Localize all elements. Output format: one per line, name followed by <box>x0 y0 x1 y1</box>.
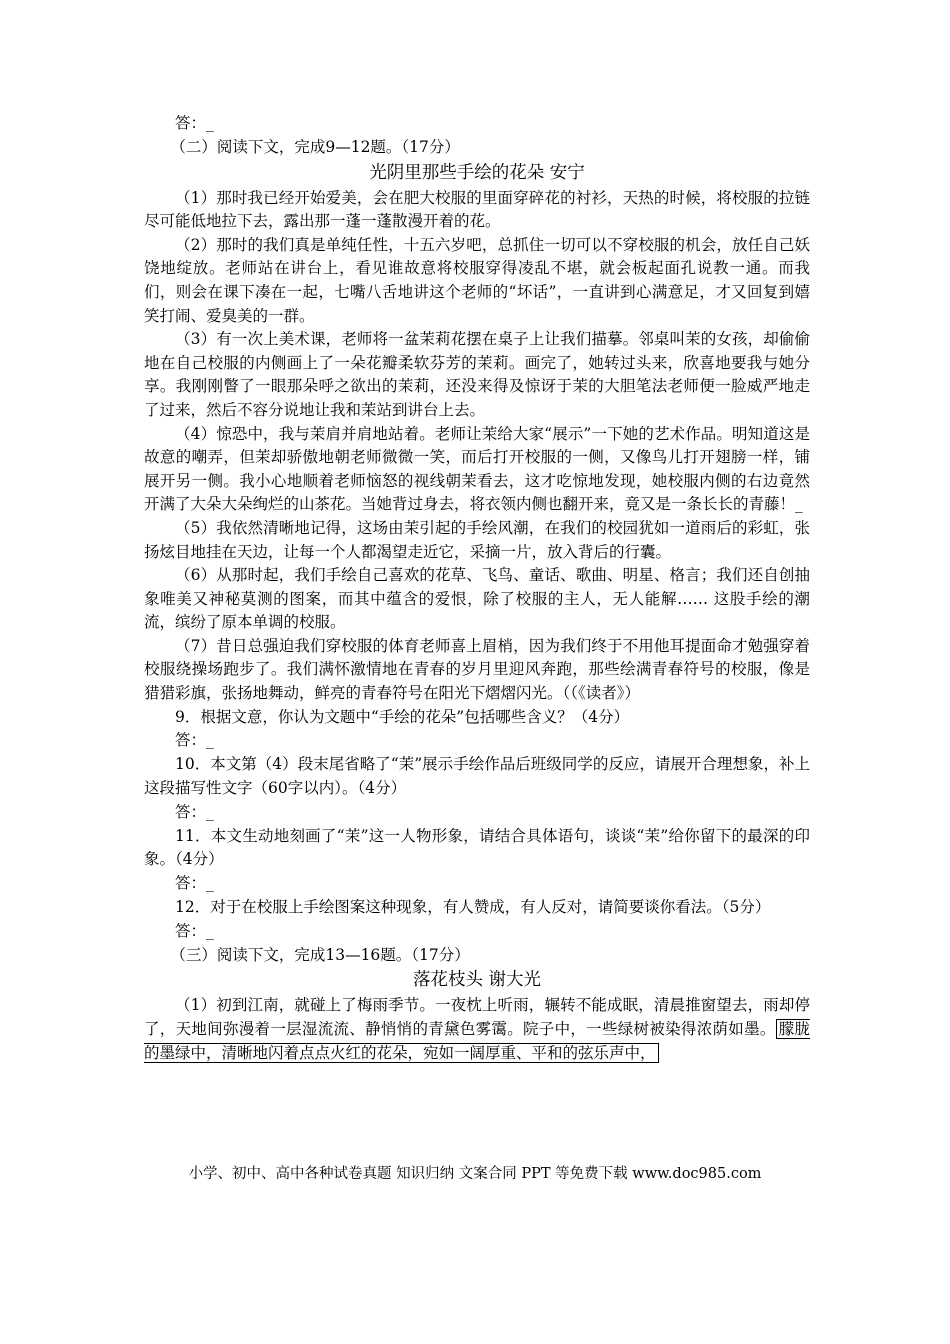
section-2-heading: （二）阅读下文，完成9—12题。（17分） <box>170 137 460 156</box>
boxed-sentence: 朦胧的墨绿中，清晰地闪着点点火红的花朵，宛如一阔厚重、平和的弦乐声中， <box>144 1020 810 1062</box>
section-3-heading: （三）阅读下文，完成13—16题。（17分） <box>170 945 470 964</box>
question-10: 10．本文第（4）段末尾省略了“茉”展示手绘作品后班级同学的反应，请展开合理想象，补上这段描写性文字（60字以内）。（4分） <box>144 755 810 798</box>
answer-line: 答：_ <box>175 114 214 132</box>
article-2-title: 落花枝头 谢大光 <box>412 970 542 991</box>
article-1-paragraph-3: （3）有一次上美术课，老师将一盆茉莉花摆在桌子上让我们描摹。邻桌叫茉的女孩，却偷偷地在自己校服的内侧画上了一朵花瓣柔软芬芳的茉莉。画完了，她转过头来，欣喜地要我与她分享。我刚刚瞥了一眼那朵呼之欲出的茉莉，还没来得及惊讶于茉的大胆笔法老师便一脸威严地走了过来，然后不容分说地让我和茉站到讲台上去。 <box>144 330 810 419</box>
article-1-paragraph-4: （4）惊恐中，我与茉肩并肩地站着。老师让茉给大家“展示”一下她的艺术作品。明知道这是故意的嘲弄，但茉却骄傲地朝老师微微一笑，而后打开校服的一侧，又像鸟儿打开翅膀一样，铺展开另一侧。我小心地顺着老师恼怒的视线朝茉看去，这才吃惊地发现，她校服内侧的右边竟然开满了大朵大朵绚烂的山茶花。当她背过身去，将衣领内侧也翻开来，竟又是一条长长的青藤！_ <box>144 424 810 514</box>
document-page <box>144 112 810 1065</box>
article-1-title: 光阴里那些手绘的花朵 安宁 <box>369 162 585 183</box>
question-9: 9．根据文意，你认为文题中“手绘的花朵”包括哪些含义？（4分） <box>175 707 630 726</box>
article-1-paragraph-2: （2）那时的我们真是单纯任性，十五六岁吧，总抓住一切可以不穿校服的机会，放任自己妖饶地绽放。老师站在讲台上，看见谁故意将校服穿得凌乱不堪，就会板起面孔说教一通。而我们，则会在课下凑在一起，七嘴八舌地讲这个老师的“坏话”，一直讲到心满意足，才又回复到嬉笑打闹、爱臭美的一群。 <box>144 235 810 325</box>
answer-12: 答：_ <box>175 921 214 940</box>
answer-10: 答：_ <box>175 802 214 821</box>
page-footer: 小学、初中、高中各种试卷真题 知识归纳 文案合同 PPT 等免费下载 www.doc985.com <box>188 1166 762 1182</box>
answer-9: 答：_ <box>175 731 214 750</box>
question-12: 12．对于在校服上手绘图案这种现象，有人赞成，有人反对，请简要谈你看法。（5分） <box>175 898 771 917</box>
answer-11: 答：_ <box>175 874 214 893</box>
article-2-paragraph-text: （1）初到江南，就碰上了梅雨季节。一夜枕上听雨，辗转不能成眠，清晨推窗望去，雨却停了，天地间弥漫着一层湿流流、静悄悄的青黛色雾霭。院子中，一些绿树被染得浓荫如墨。 <box>144 996 810 1039</box>
question-11: 11．本文生动地刻画了“茉”这一人物形象，请结合具体语句，谈谈“茉”给你留下的最深的印象。（4分） <box>144 826 810 869</box>
article-1-paragraph-7: （7）昔日总强迫我们穿校服的体育老师喜上眉梢，因为我们终于不用他耳提面命才勉强穿着校服绕操场跑步了。我们满怀激情地在青春的岁月里迎风奔跑，那些绘满青春符号的校服，像是猎猎彩旗，张扬地舞动，鲜亮的青春符号在阳光下熠熠闪光。（（《读者》） <box>144 636 810 703</box>
article-1-paragraph-6: （6）从那时起，我们手绘自己喜欢的花草、飞鸟、童话、歌曲、明星、格言；我们还自创抽象唯美又神秘莫测的图案，而其中蕴含的爱恨，除了校服的主人，无人能解…… 这股手绘的潮流，缤纷了原本单调的校服。 <box>144 566 810 632</box>
article-1-paragraph-1: （1）那时我已经开始爱美，会在肥大校服的里面穿碎花的衬衫，天热的时候，将校服的拉链尽可能低地拉下去，露出那一蓬一蓬散漫开着的花。 <box>144 188 810 231</box>
article-1-paragraph-5: （5）我依然清晰地记得，这场由茉引起的手绘风潮，在我们的校园犹如一道雨后的彩虹，张扬炫目地挂在天边，让每一个人都渴望走近它，采摘一片，放入背后的行囊。 <box>144 518 810 561</box>
article-2-paragraph-1 <box>144 994 810 1065</box>
